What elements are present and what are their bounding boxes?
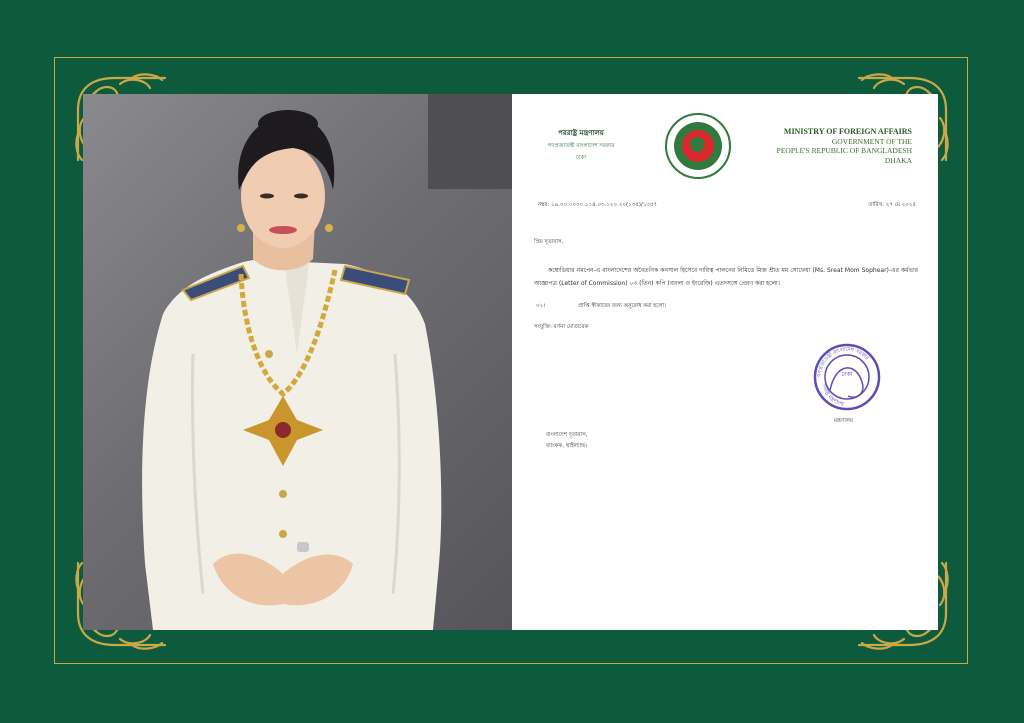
bn-ministry: পররাষ্ট্র মন্ত্রণালয় <box>558 129 604 137</box>
en-city: DHAKA <box>884 155 912 165</box>
letterhead-bn <box>526 127 636 163</box>
point-text: প্রাপ্তি স্বীকারের জন্য অনুরোধ করা হলো। <box>578 303 667 309</box>
en-government-2: PEOPLE'S REPUBLIC OF BANGLADESH <box>776 146 912 155</box>
bn-government: গণপ্রজাতন্ত্রী বাংলাদেশ সরকার <box>547 143 615 149</box>
stamp-text: গণপ্রজাতন্ত্রী বাংলাদেশ সরকার <box>816 346 870 378</box>
en-ministry: MINISTRY OF FOREIGN AFFAIRS <box>783 127 912 136</box>
stamp-text-bottom: পররাষ্ট্র মন্ত্রণালয় <box>820 381 845 408</box>
point-number: ০২। <box>536 303 546 309</box>
recipient-line-1: বাংলাদেশ দূতাবাস, <box>546 432 588 438</box>
bangladesh-seal-icon <box>664 112 732 180</box>
signature-label: মন্ত্রণালয় <box>834 418 854 424</box>
memo-number: নম্বর: ১৯.০০.০০০০.১১৪.০৩.১২০.২০(১৩৫)/১৩৫৭ <box>538 202 658 208</box>
stamp-center: ঢাকা <box>841 371 853 378</box>
letter-date: তারিখ: ২৭ মে ২০২৫ <box>868 202 916 208</box>
letter-body: কম্বোডিয়ার নমপেন-এ বাংলাদেশের অবৈতনিক কনসাল হিসেবে দায়িত্ব পালনের নিমিত্তে মিজ শ্রীত মম সোফেয়া (Ms. Sreat Mom Sophear)-এর কর্মভার আজ্ঞাপত্র (Letter of Commission) ০৩ (তিন) কপি (বাংলা ও ইংরেজি) এতদসঙ্গে প্রেরণ করা হলো। <box>534 267 918 287</box>
en-government-1: GOVERNMENT OF THE <box>831 136 912 146</box>
commission-letter <box>512 94 938 630</box>
salutation: প্রিয় দূতাবাস, <box>534 239 564 245</box>
letterhead-en <box>742 127 912 165</box>
enclosure-note: সংযুক্তি: বর্ণনা মোতাবেক <box>534 324 589 330</box>
official-stamp-icon <box>812 342 882 412</box>
portrait-photo <box>83 94 512 630</box>
recipient-line-2: ব্যাংকক, থাইল্যান্ড। <box>546 443 588 449</box>
bn-city: ঢাকা <box>575 155 587 161</box>
